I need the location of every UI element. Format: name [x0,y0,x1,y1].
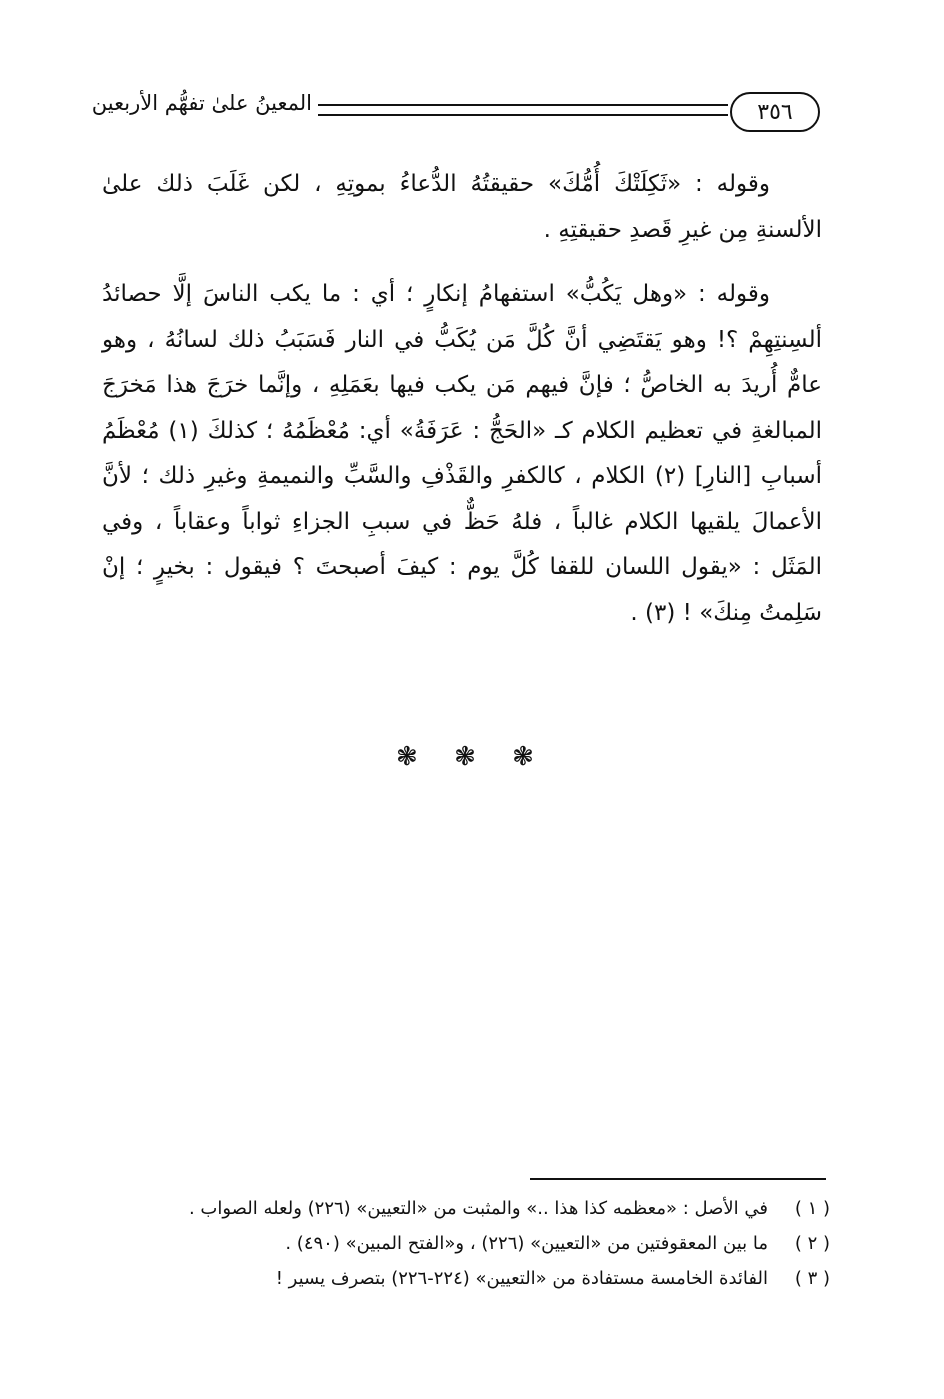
running-header [91,86,820,138]
book-title: المعينُ علىٰ تفهُّم الأربعين [91,91,312,115]
footnote-text: ما بين المعقوفتين من «التعيين» (٢٢٦) ، و«الفتح المبين» (٤٩٠) . [285,1233,768,1254]
footnote-text: في الأصل : «معظمه كذا هذا ..» والمثبت من «التعيين» (٢٢٦) ولعله الصواب . [188,1198,768,1219]
footnote-text: الفائدة الخامسة مستفادة من «التعيين» (٢٢٤-٢٢٦) بتصرف يسير ! [275,1268,768,1289]
main-text [102,162,822,636]
footnote-number: ( ٢ ) [794,1233,830,1254]
footnote-number: ( ١ ) [794,1198,830,1219]
footnote-number: ( ٣ ) [794,1268,830,1289]
footnote-item [140,1268,830,1303]
page-number: ٣٥٦ [730,92,820,132]
footnote-item [140,1233,830,1268]
section-separator: ❃ ❃ ❃ [396,742,548,772]
paragraph: وقوله : «ثَكِلَتْكَ أُمُّكَ» حقيقتُهُ الدُّعاءُ بموتِهِ ، لكن غَلَبَ ذلك علىٰ الألسنةِ مِن غيرِ قَصدِ حقيقتِهِ . [102,171,822,243]
paragraph: وقوله : «وهل يَكُبُّ» استفهامُ إنكارٍ ؛ أي : ما يكب الناسَ إلَّا حصائدُ ألسِنتِهِمْ ؟! وهو يَقتَضِي أنَّ كُلَّ مَن يُكَبُّ في النار فَسَبَبُ ذلك لسانُهُ ، وهو عامٌّ أُريدَ به الخاصُّ ؛ فإنَّ فيهم مَن يكب فيها بعَمَلِهِ ، وإنَّما خرَجَ هذا مَخرَجَ المبالغةِ في تعظيم الكلام كـ «الحَجُّ : عَرَفَةُ» أي: مُعْظَمُهُ ؛ كذلكَ (١) مُعْظَمُ أسبابِ [النارِ] (٢) الكلام ، كالكفرِ والقَذْفِ والسَّبِّ والنميمةِ وغيرِ ذلك ؛ لأنَّ الأعمالَ يلقيها الكلام غالباً ، فلهُ حَظٌّ في سببِ الجزاءِ ثواباً وعقاباً ، وفي المَثَل : «يقول اللسان للقفا كُلَّ يوم : كيفَ أصبحتَ ؟ فيقول : بخيرٍ ؛ إنْ سَلِمتُ مِنكَ» ! (٣) . [102,281,823,626]
footnote-item [140,1198,830,1233]
footnote-divider [530,1178,826,1180]
footnotes [140,1198,830,1303]
header-double-rule [318,104,728,116]
